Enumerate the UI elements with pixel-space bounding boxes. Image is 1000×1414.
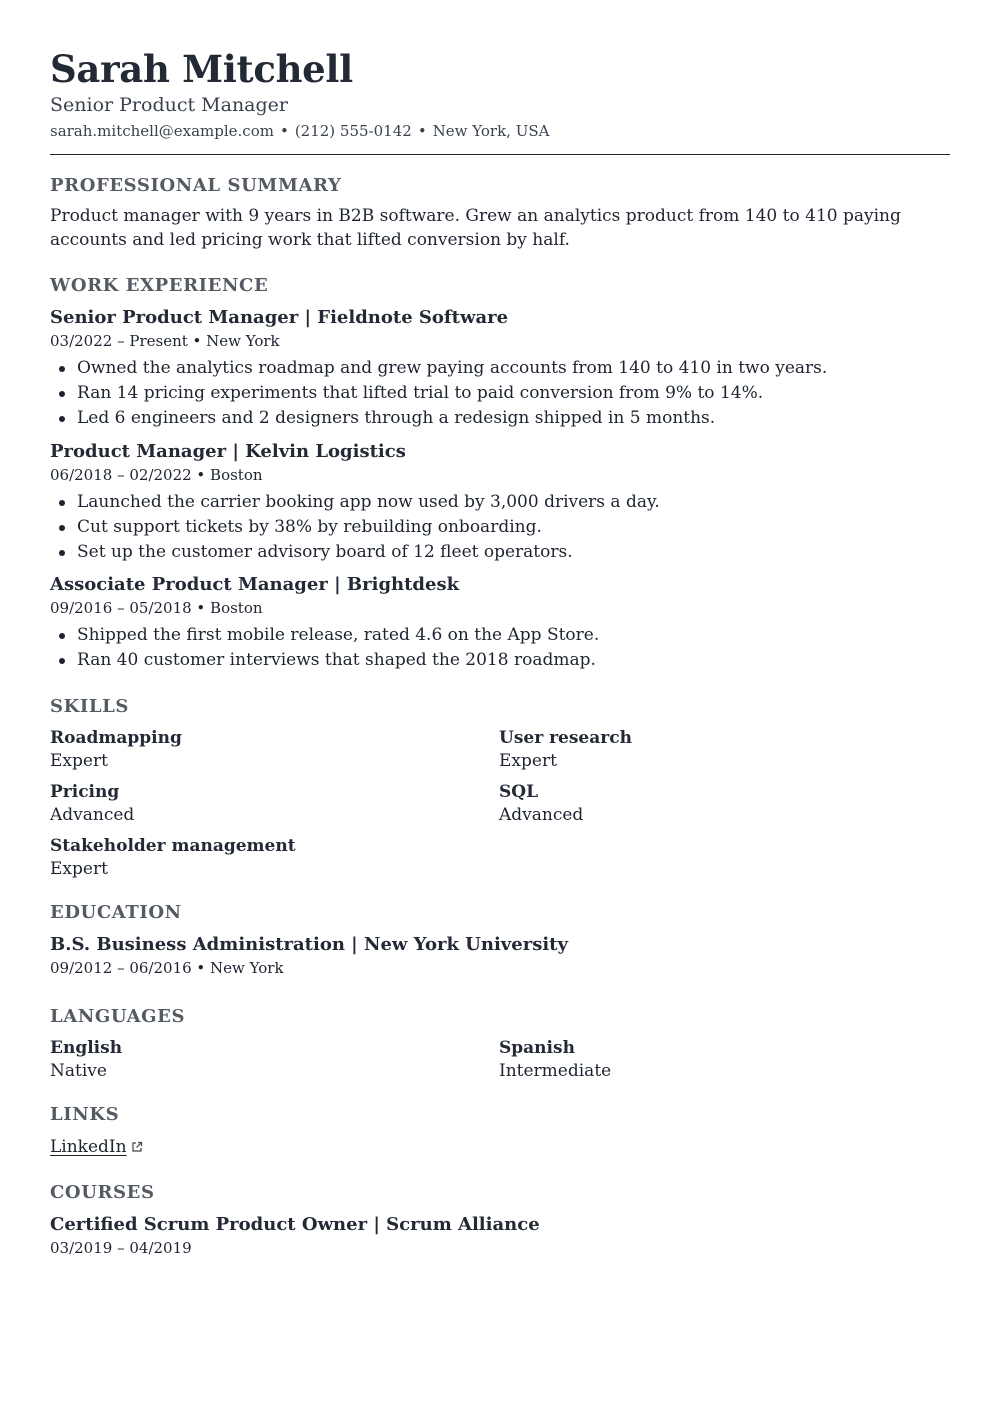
section-heading-education: EDUCATION xyxy=(50,902,182,923)
language-level: Native xyxy=(50,1061,107,1081)
skill-name: Pricing xyxy=(50,782,120,802)
links-section xyxy=(50,1103,950,1161)
languages-grid xyxy=(50,1037,950,1083)
resume-header xyxy=(50,44,950,143)
contact-separator: • xyxy=(279,122,289,140)
summary-section xyxy=(50,174,950,252)
section-heading-skills: SKILLS xyxy=(50,696,129,717)
job-bullet: Set up the customer advisory board of 12 fleet operators. xyxy=(50,540,950,565)
candidate-name: Sarah Mitchell xyxy=(50,47,353,91)
skill-level: Expert xyxy=(499,751,557,771)
job-meta: 03/2022 – Present • New York xyxy=(50,332,280,350)
skill-level: Advanced xyxy=(499,805,584,825)
job-entry xyxy=(50,573,950,673)
job-bullet: Ran 40 customer interviews that shaped the 2018 roadmap. xyxy=(50,648,950,673)
job-title: Product Manager | Kelvin Logistics xyxy=(50,441,406,462)
language-level: Intermediate xyxy=(499,1061,612,1081)
experience-section xyxy=(50,274,950,673)
job-title: Senior Product Manager | Fieldnote Software xyxy=(50,307,509,328)
contact-email: sarah.mitchell@example.com xyxy=(50,122,274,140)
language-item xyxy=(50,1037,499,1083)
skill-item xyxy=(499,727,899,773)
job-bullet: Cut support tickets by 38% by rebuilding onboarding. xyxy=(50,515,950,540)
contact-location: New York, USA xyxy=(432,122,550,140)
skill-item xyxy=(50,727,499,773)
section-heading-experience: WORK EXPERIENCE xyxy=(50,275,269,296)
job-meta: 06/2018 – 02/2022 • Boston xyxy=(50,466,263,484)
section-heading-languages: LANGUAGES xyxy=(50,1006,186,1027)
section-heading-summary: PROFESSIONAL SUMMARY xyxy=(50,175,342,196)
job-entry xyxy=(50,440,950,565)
job-meta: 09/2016 – 05/2018 • Boston xyxy=(50,599,263,617)
education-entry xyxy=(50,933,950,979)
skill-name: User research xyxy=(499,728,632,748)
skill-name: Roadmapping xyxy=(50,728,182,748)
contact-phone: (212) 555-0142 xyxy=(294,122,412,140)
job-title: Associate Product Manager | Brightdesk xyxy=(50,574,460,595)
section-heading-links: LINKS xyxy=(50,1104,120,1125)
linkedin-link[interactable]: LinkedIn xyxy=(50,1137,127,1157)
education-meta: 09/2012 – 06/2016 • New York xyxy=(50,959,284,977)
language-name: Spanish xyxy=(499,1038,575,1058)
candidate-title: Senior Product Manager xyxy=(50,94,288,116)
link-row xyxy=(50,1135,950,1161)
skill-item xyxy=(50,835,499,881)
job-bullet: Launched the carrier booking app now used by 3,000 drivers a day. xyxy=(50,490,950,515)
job-entry xyxy=(50,306,950,431)
job-bullet: Owned the analytics roadmap and grew paying accounts from 140 to 410 in two years. xyxy=(50,356,950,381)
skill-name: Stakeholder management xyxy=(50,836,296,856)
job-bullets xyxy=(50,356,950,431)
header-divider xyxy=(50,154,950,155)
job-bullet: Shipped the first mobile release, rated 4.6 on the App Store. xyxy=(50,623,950,648)
job-bullet: Led 6 engineers and 2 designers through a redesign shipped in 5 months. xyxy=(50,406,950,431)
course-entry xyxy=(50,1213,950,1259)
section-heading-courses: COURSES xyxy=(50,1182,155,1203)
job-bullets xyxy=(50,490,950,565)
contact-separator: • xyxy=(417,122,427,140)
skill-level: Advanced xyxy=(50,805,135,825)
language-item xyxy=(499,1037,899,1083)
summary-text: Product manager with 9 years in B2B software. Grew an analytics product from 140 to 410 paying accounts and led pricing work that lifted conversion by half. xyxy=(50,206,901,250)
skills-section xyxy=(50,695,950,881)
job-bullets xyxy=(50,623,950,673)
skill-item xyxy=(50,781,499,827)
skills-grid xyxy=(50,727,950,881)
external-link-icon xyxy=(131,1136,143,1161)
languages-section xyxy=(50,1005,950,1083)
skill-level: Expert xyxy=(50,859,108,879)
course-title: Certified Scrum Product Owner | Scrum Alliance xyxy=(50,1214,540,1235)
course-meta: 03/2019 – 04/2019 xyxy=(50,1239,192,1257)
courses-section xyxy=(50,1181,950,1259)
education-section xyxy=(50,901,950,979)
skill-level: Expert xyxy=(50,751,108,771)
skill-name: SQL xyxy=(499,782,539,802)
job-bullet: Ran 14 pricing experiments that lifted trial to paid conversion from 9% to 14%. xyxy=(50,381,950,406)
skill-item xyxy=(499,781,899,827)
contact-line xyxy=(50,119,950,143)
degree-title: B.S. Business Administration | New York University xyxy=(50,934,568,955)
language-name: English xyxy=(50,1038,123,1058)
